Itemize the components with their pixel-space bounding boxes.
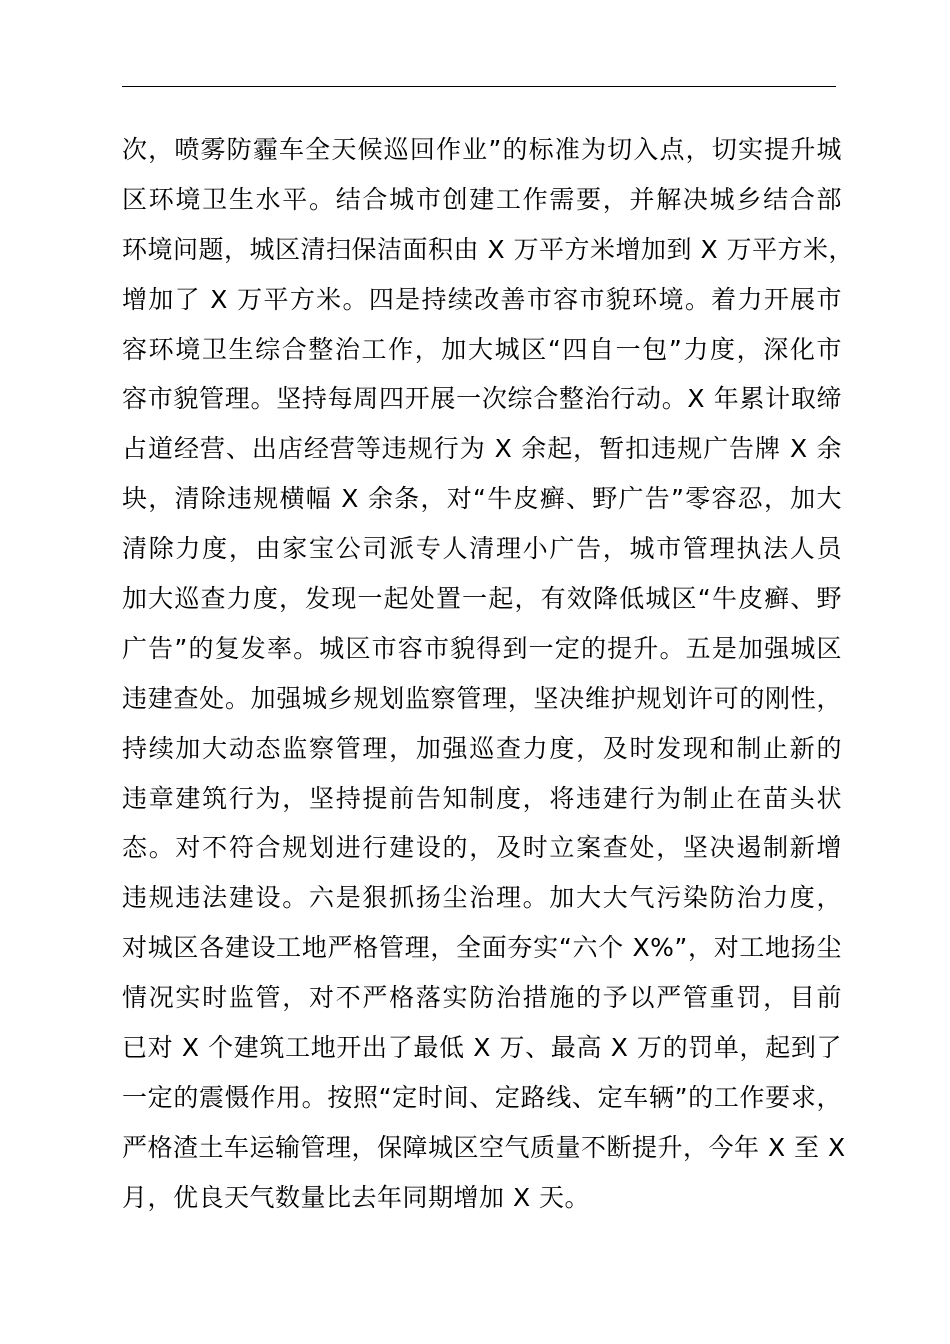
text-line: 区环境卫生水平。结合城市创建工作需要，并解决城乡结合部 [122, 184, 842, 214]
text-line: 情况实时监管，对不严格落实防治措施的予以严管重罚，目前 [122, 983, 842, 1013]
text-line: 清除力度，由家宝公司派专人清理小广告，城市管理执法人员 [122, 534, 842, 564]
text-line: 严格渣土车运输管理，保障城区空气质量不断提升，今年 X 至 X [122, 1132, 846, 1162]
text-line: 违规违法建设。六是狠抓扬尘治理。加大大气污染防治力度， [122, 883, 842, 913]
text-line: 块，清除违规横幅 X 余条，对“牛皮癣、野广告”零容忍，加大 [122, 484, 842, 514]
text-line: 容环境卫生综合整治工作，加大城区“四自一包”力度，深化市 [122, 334, 842, 364]
text-line: 违章建筑行为，坚持提前告知制度，将违建行为制止在苗头状 [122, 783, 842, 813]
text-line: 对城区各建设工地严格管理，全面夯实“六个 X%”，对工地扬尘 [122, 933, 842, 963]
text-line: 次，喷雾防霾车全天候巡回作业”的标准为切入点，切实提升城 [122, 135, 842, 164]
text-line: 广告”的复发率。城区市容市貌得到一定的提升。五是加强城区 [122, 633, 842, 663]
text-line: 占道经营、出店经营等违规行为 X 余起，暂扣违规广告牌 X 余 [122, 434, 842, 464]
text-line: 违建查处。加强城乡规划监察管理，坚决维护规划许可的刚性， [122, 683, 842, 713]
text-line: 增加了 X 万平方米。四是持续改善市容市貌环境。着力开展市 [122, 284, 842, 314]
header-rule [122, 86, 836, 87]
text-line: 环境问题，城区清扫保洁面积由 X 万平方米增加到 X 万平方米， [122, 234, 855, 264]
text-line: 一定的震慑作用。按照“定时间、定路线、定车辆”的工作要求， [122, 1082, 842, 1112]
text-line: 持续加大动态监察管理，加强巡查力度，及时发现和制止新的 [122, 733, 842, 763]
body-paragraph [122, 125, 855, 1223]
text-line: 月，优良天气数量比去年同期增加 X 天。 [122, 1182, 591, 1212]
text-line: 已对 X 个建筑工地开出了最低 X 万、最高 X 万的罚单，起到了 [122, 1033, 842, 1063]
text-line: 态。对不符合规划进行建设的，及时立案查处，坚决遏制新增 [122, 833, 842, 863]
text-line: 容市貌管理。坚持每周四开展一次综合整治行动。X 年累计取缔 [122, 384, 842, 414]
text-line: 加大巡查力度，发现一起处置一起，有效降低城区“牛皮癣、野 [122, 584, 842, 614]
